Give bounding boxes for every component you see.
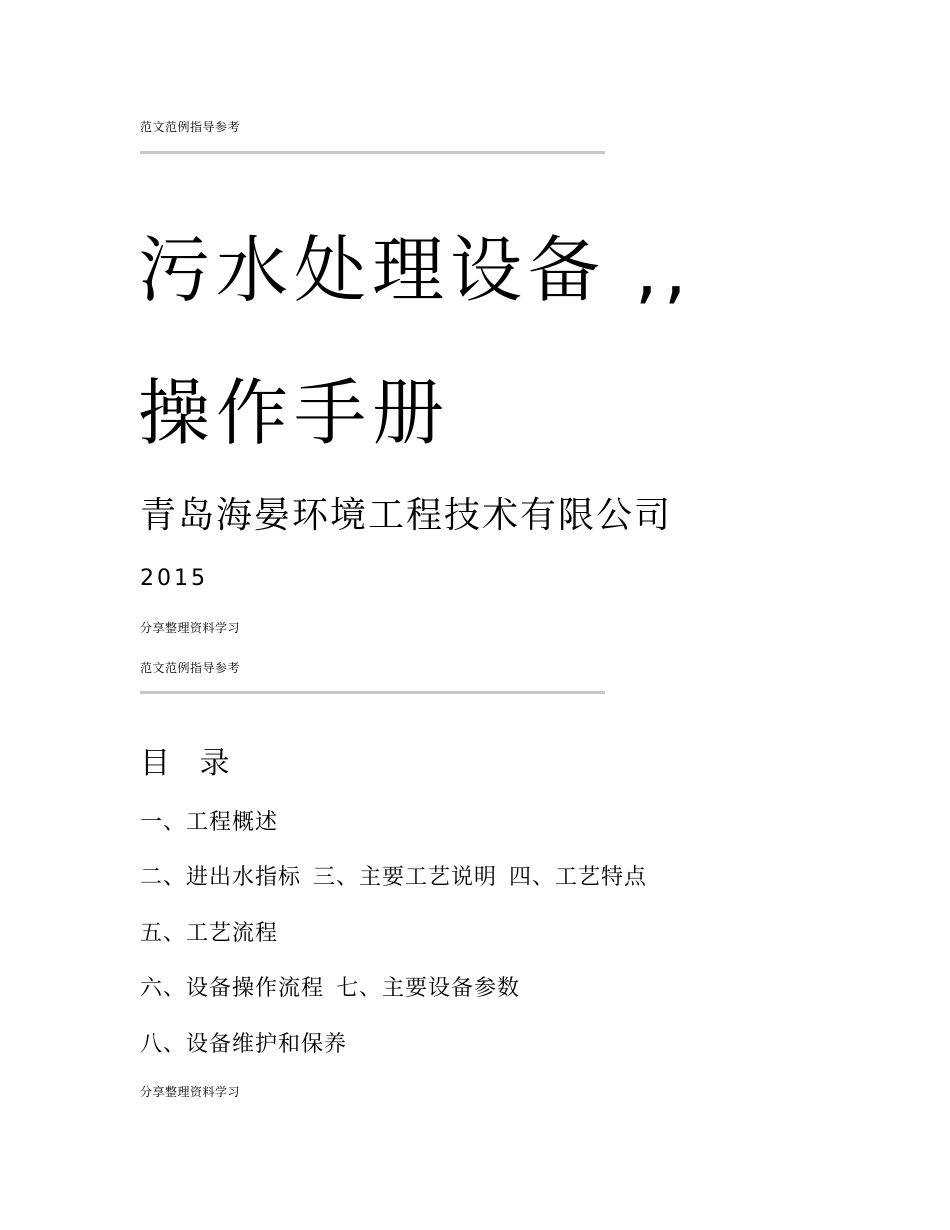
document-title: 污水处理设备 ,, <box>138 228 693 312</box>
toc-line <box>140 1034 347 1056</box>
page-header: 范文范例指导参考 <box>140 120 241 134</box>
toc-item: 四、工艺特点 <box>509 865 648 890</box>
toc-line <box>140 867 647 889</box>
toc-item: 二、进出水指标 <box>140 865 302 890</box>
publication-year: 2015 <box>140 566 208 591</box>
toc-item: 六、设备操作流程 <box>140 976 325 1001</box>
page-footer: 分享整理资料学习 <box>140 1085 241 1099</box>
toc-line <box>140 978 520 1000</box>
header-divider <box>140 691 605 694</box>
page-footer: 分享整理资料学习 <box>140 621 241 635</box>
toc-item: 一、工程概述 <box>140 810 279 835</box>
header-divider <box>140 151 605 154</box>
toc-item: 八、设备维护和保养 <box>140 1032 348 1057</box>
toc-line <box>140 812 278 834</box>
toc-heading: 目 录 <box>140 746 240 781</box>
company-name: 青岛海晏环境工程技术有限公司 <box>140 495 673 536</box>
toc-item: 三、主要工艺说明 <box>313 865 498 890</box>
document-subtitle: 操作手册 <box>138 371 451 455</box>
toc-item: 七、主要设备参数 <box>336 976 521 1001</box>
toc-line <box>140 923 278 945</box>
toc-item: 五、工艺流程 <box>140 921 279 946</box>
page-header: 范文范例指导参考 <box>140 661 241 675</box>
